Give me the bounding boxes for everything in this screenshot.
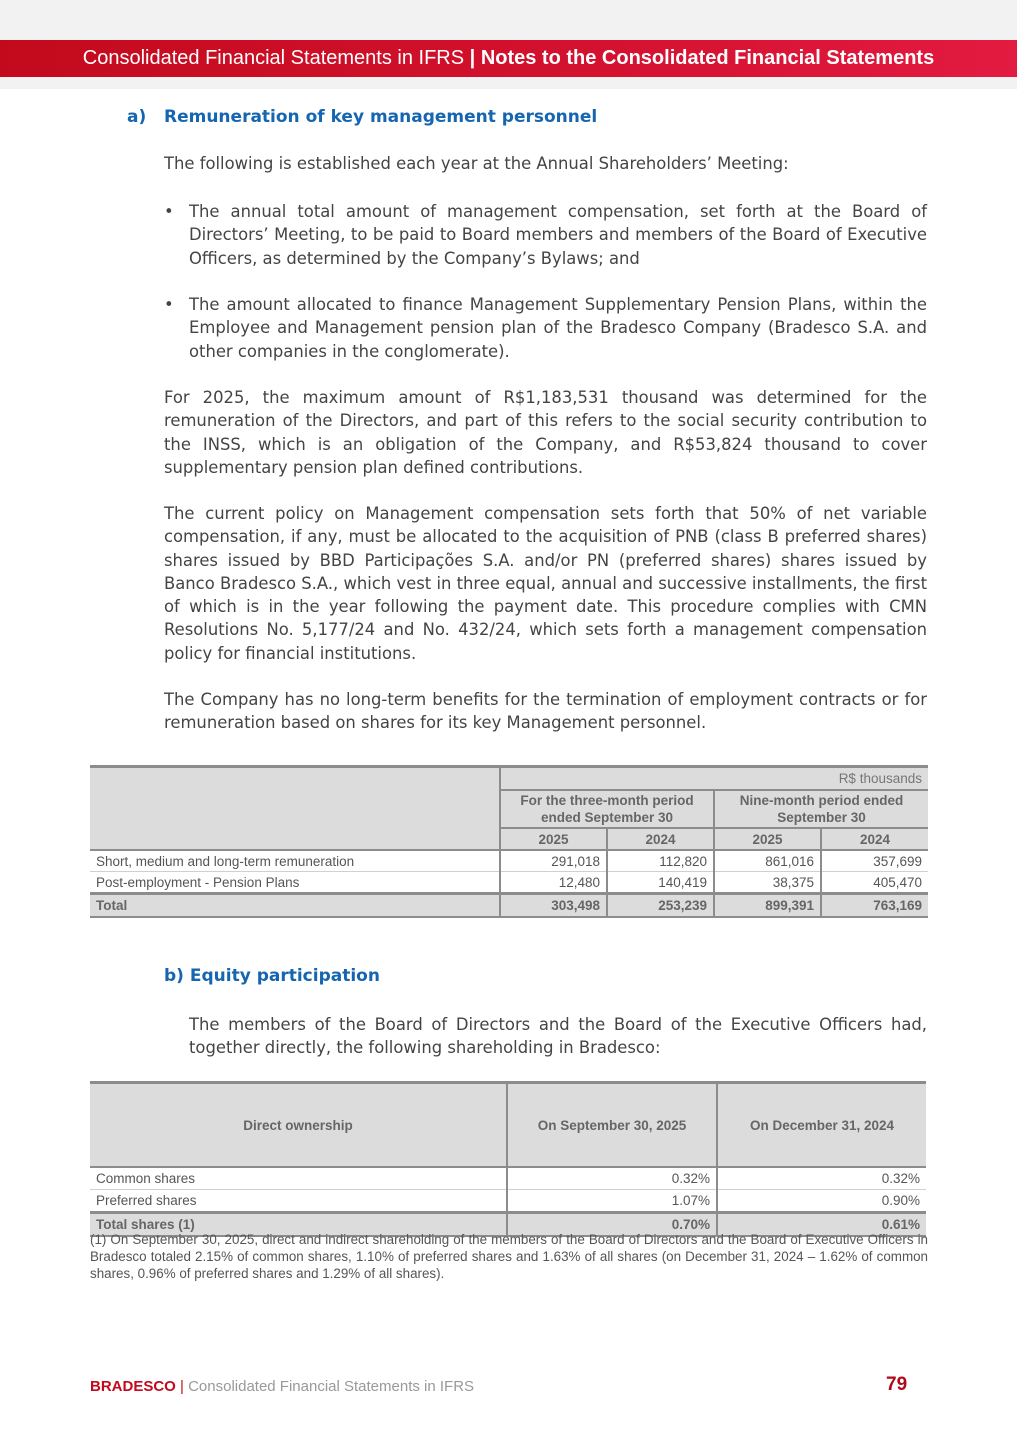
cell-value: 253,239 <box>607 894 714 918</box>
paragraph: For 2025, the maximum amount of R$1,183,531 thousand was determined for the remuneration of the Directors, and part of this refers to the social security contribution to the INSS, which is an obligation of the Company, and R$53,824 thousand to cover supplementary pension plan defined contributions. <box>164 388 927 477</box>
section-a-letter: a) <box>127 107 147 127</box>
row-label: Short, medium and long-term remuneration <box>90 850 500 872</box>
cell-value: 140,419 <box>607 872 714 894</box>
remuneration-table <box>90 765 928 918</box>
footer-text: Consolidated Financial Statements in IFRS <box>188 1378 475 1395</box>
total-row <box>90 894 928 918</box>
paragraph: The current policy on Management compensation sets forth that 50% of net variable compensation, if any, must be allocated to the acquisition of PNB (class B preferred shares) shares issued by BBD Participações S.A. and/or PN (preferred shares) shares issued by Banco Bradesco S.A., which vest in three equal, annual and successive installments, the first of which is in the year following the payment date. This procedure complies with CMN Resolutions No. 5,177/24 and No. 432/24, which sets forth a management compensation policy for financial institutions. <box>164 504 927 663</box>
column-header: Direct ownership <box>90 1083 507 1168</box>
bullet-text: The amount allocated to finance Management Supplementary Pension Plans, within the Employee and Management pension plan of the Bradesco Company (Bradesco S.A. and other companies in the conglomerate). <box>189 295 927 361</box>
header-separator: | <box>464 47 481 69</box>
column-header: 2025 <box>500 828 607 850</box>
section-a-intro: The following is established each year at the Annual Shareholders’ Meeting: <box>164 154 789 173</box>
column-header: On December 31, 2024 <box>717 1083 926 1168</box>
cell-value: 1.07% <box>507 1190 717 1213</box>
cell-value: 0.32% <box>881 1171 920 1186</box>
cell-value: 0.32% <box>507 1167 717 1190</box>
bullet-icon: • <box>164 202 174 221</box>
cell-value: 0.70% <box>507 1213 717 1237</box>
row-label: Post-employment - Pension Plans <box>90 872 500 894</box>
row-label: Total <box>90 894 500 918</box>
column-group-header: Nine-month period ended September 30 <box>714 790 928 828</box>
column-header: 2024 <box>607 828 714 850</box>
page-footer <box>90 1378 474 1395</box>
cell-value: 112,820 <box>607 850 714 872</box>
top-margin <box>0 0 1017 40</box>
column-header: 2025 <box>714 828 821 850</box>
cell-value: 357,699 <box>821 850 928 872</box>
table-row <box>90 1190 926 1213</box>
page-number: 79 <box>886 1374 908 1395</box>
section-a-title: Remuneration of key management personnel <box>164 107 598 127</box>
bullet-icon: • <box>164 295 174 314</box>
cell-value: 0.90% <box>881 1193 920 1208</box>
bullet-item <box>164 200 927 270</box>
row-label: Common shares <box>90 1167 507 1190</box>
table-row <box>90 872 928 894</box>
footer-separator: | <box>175 1378 189 1395</box>
bullet-item <box>164 293 927 363</box>
equity-participation-table <box>90 1081 926 1237</box>
cell-value: 291,018 <box>500 850 607 872</box>
section-b-intro: The members of the Board of Directors and the Board of the Executive Officers had, together directly, the following shareholding in Bradesco: <box>189 1015 927 1058</box>
table-row <box>90 850 928 872</box>
cell-value: 899,391 <box>714 894 821 918</box>
header-title-regular: Consolidated Financial Statements in IFRS <box>82 47 465 69</box>
row-label: Total shares (1) <box>90 1213 507 1237</box>
cell-value: 38,375 <box>714 872 821 894</box>
cell-value: 763,169 <box>821 894 928 918</box>
page-header-banner <box>0 40 1017 77</box>
table-row <box>90 1167 926 1190</box>
table-corner <box>90 767 500 851</box>
section-b-heading: b) Equity participation <box>164 966 380 986</box>
column-group-header: For the three-month period ended September 30 <box>500 790 714 828</box>
table-footnote: (1) On September 30, 2025, direct and indirect shareholding of the members of the Board of Directors and the Board of Executive Officers in Bradesco totaled 2.15% of common shares, 1.10% of preferred shares and 1.63% of all shares (on December 31, 2024 – 1.62% of common shares, 0.96% of preferred shares and 1.29% of all shares). <box>90 1232 928 1282</box>
brand-logo-text: BRADESCO <box>90 1378 176 1395</box>
row-label: Preferred shares <box>90 1190 507 1213</box>
paragraph: The Company has no long-term benefits for the termination of employment contracts or for remuneration based on shares for its key Management personnel. <box>164 690 927 733</box>
header-title-bold: Notes to the Consolidated Financial Statements <box>480 47 935 69</box>
header-bottom-band <box>0 77 1017 89</box>
column-header: 2024 <box>821 828 928 850</box>
cell-value: 861,016 <box>714 850 821 872</box>
section-a-heading <box>127 107 597 127</box>
cell-value: 405,470 <box>821 872 928 894</box>
unit-label: R$ thousands <box>500 767 928 791</box>
bullet-text: The annual total amount of management compensation, set forth at the Board of Directors’ Meeting, to be paid to Board members and members of the Board of Executive Officers, as determined by the Company’s Bylaws; and <box>189 202 927 268</box>
cell-value: 303,498 <box>500 894 607 918</box>
cell-value: 0.61% <box>717 1213 926 1237</box>
column-header: On September 30, 2025 <box>507 1083 717 1168</box>
cell-value: 12,480 <box>500 872 607 894</box>
